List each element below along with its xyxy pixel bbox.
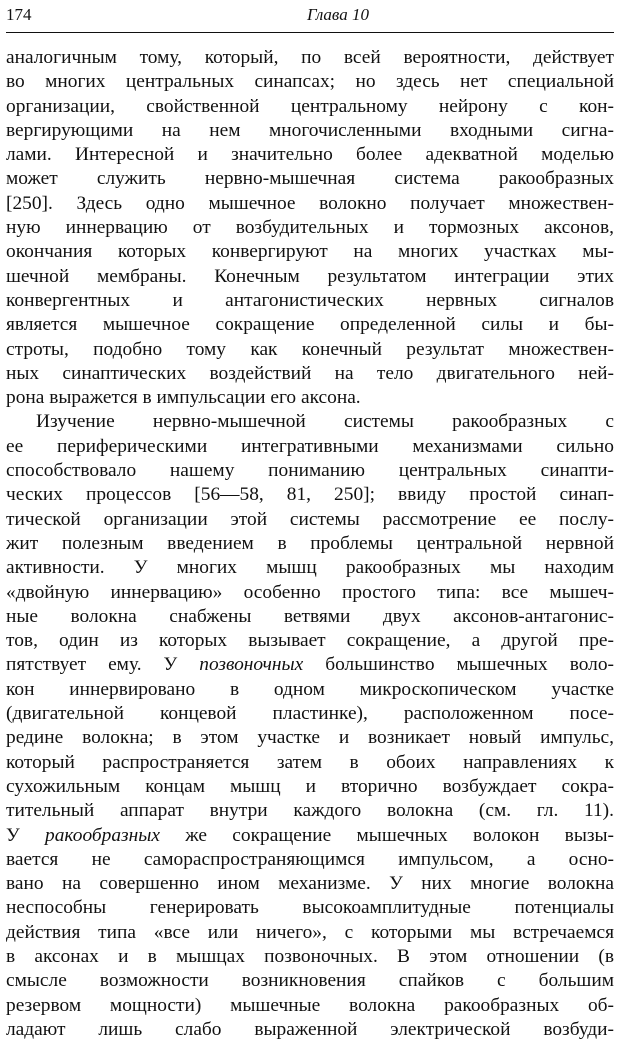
text-line: способствовало нашему пониманию центральных синапти-: [6, 460, 614, 482]
text-line: ческих процессов [56—58, 81, 250]; ввиду простой синап-: [6, 484, 614, 506]
text-line: строты, подобно тому как конечный результат множествен-: [6, 338, 614, 360]
text-line: может служить нервно-мышечная система ракообразных: [6, 168, 614, 190]
text-line: является мышечное сокращение определенной силы и бы-: [6, 314, 614, 336]
text-line: ладают лишь слабо выраженной электрической возбуди-: [6, 1018, 614, 1040]
text-line: аналогичным тому, который, по всей вероятности, действует: [6, 47, 614, 68]
text-line: в аксонах и в мышцах позвоночных. В этом отношении (в: [6, 945, 614, 967]
text-line: Изучение нервно-мышечной системы ракообразных с: [36, 411, 614, 433]
text-line: неспособны генерировать высокоамплитудные потенциалы: [6, 897, 614, 919]
text-line: тительный аппарат внутри каждого волокна (см. гл. 11).: [6, 800, 614, 822]
text-line: ную иннервацию от возбудительных и тормозных аксонов,: [6, 217, 614, 239]
text-line: вергирующими на нем многочисленными входными сигна-: [6, 119, 614, 141]
page-number: 174: [6, 5, 32, 24]
text-line: смысле возможности возникновения спайков с большим: [6, 970, 614, 992]
text-line: жит полезным введением в проблемы центральной нервной: [6, 532, 614, 554]
text-line: ных синаптических воздействий на тело двигательного ней-: [6, 362, 614, 384]
text-line: действия типа «все или ничего», с которыми мы встречаемся: [6, 921, 614, 943]
text-line: во многих центральных синапсах; но здесь нет специальной: [6, 71, 614, 93]
text-line: тов, один из которых вызывает сокращение, а другой пре-: [6, 630, 614, 652]
text-line: (двигательной концевой пластинке), расположенном посе-: [6, 703, 614, 725]
text-line: шечной мембраны. Конечным результатом интеграции этих: [6, 265, 614, 287]
text-line: активности. У многих мышц ракообразных мы находим: [6, 557, 614, 579]
emphasis: позвоночных: [199, 654, 304, 676]
emphasis: ракообразных: [45, 824, 160, 846]
text-line: конвергентных и антагонистических нервных сигналов: [6, 289, 614, 311]
text-line: лами. Интересной и значительно более адекватной моделью: [6, 144, 614, 166]
body-text: [6, 46, 614, 1042]
text-line: вано на совершенно ином механизме. У них многие волокна: [6, 873, 614, 895]
text-line: У ракообразных же сокращение мышечных волокон вызы-: [6, 824, 614, 846]
text-line: ные волокна снабжены ветвями двух аксонов-антагонис-: [6, 605, 614, 627]
text-line: который распространяется затем в обоих направлениях к: [6, 751, 614, 773]
text-line: окончания которых конвергируют на многих участках мы-: [6, 241, 614, 263]
text-line: резервом мощности) мышечные волокна ракообразных об-: [6, 994, 614, 1016]
text-line: сухожильным концам мышц и вторично возбуждает сокра-: [6, 775, 614, 797]
text-line: тической организации этой системы рассмотрение ее послу-: [6, 508, 614, 530]
text-line: «двойную иннервацию» особенно простого типа: все мышеч-: [6, 581, 614, 603]
text-line: рона выражется в импульсации его аксона.: [6, 387, 361, 409]
text-line: организации, свойственной центральному нейрону с кон-: [6, 95, 614, 117]
text-line: кон иннервировано в одном микроскопическом участке: [6, 678, 614, 700]
chapter-title: Глава 10: [307, 5, 369, 24]
running-header: [6, 2, 614, 33]
text-line: редине волокна; в этом участке и возникает новый импульс,: [6, 727, 614, 749]
text-line: пятствует ему. У позвоночных большинство мышечных воло-: [6, 654, 614, 676]
text-line: ее периферическими интегративными механизмами сильно: [6, 435, 614, 457]
text-line: [250]. Здесь одно мышечное волокно получает множествен-: [6, 192, 614, 214]
text-line: вается не самораспространяющимся импульсом, а осно-: [6, 848, 614, 870]
